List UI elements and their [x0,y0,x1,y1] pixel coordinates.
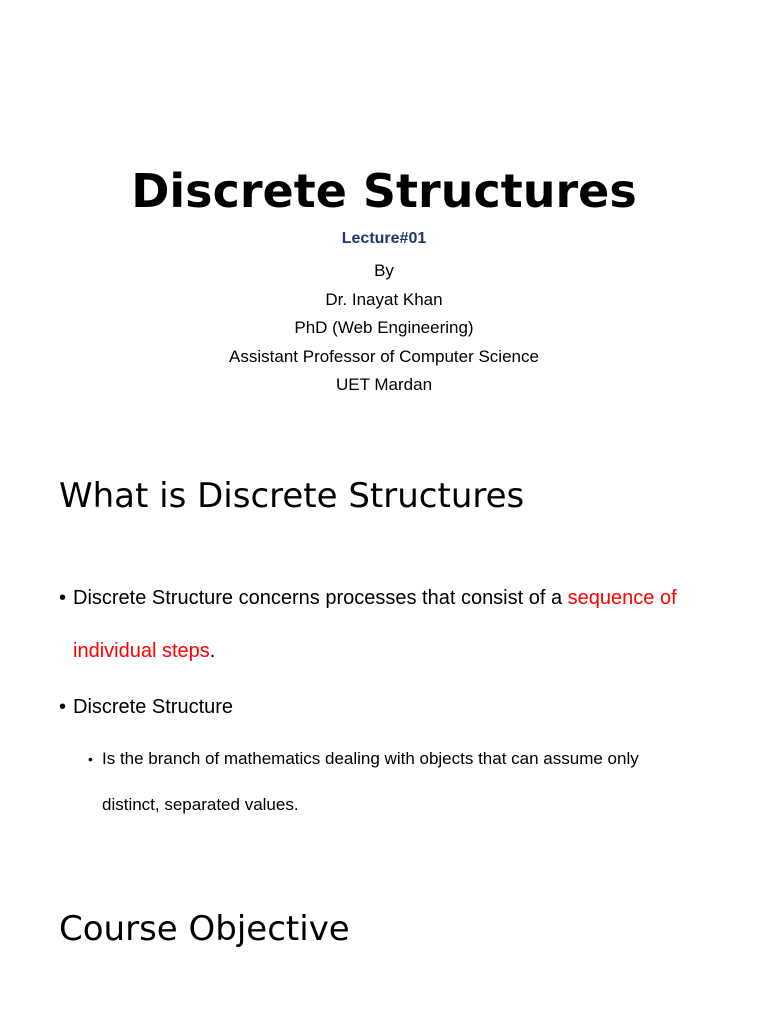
author-info [0,257,768,400]
slide-title: Discrete Structures [131,164,637,218]
author-institution: UET Mardan [335,375,433,394]
bullet-definition-prefix: Discrete Structure concerns processes that consist of a [73,587,568,609]
sub-bullet-branch-text: Is the branch of mathematics dealing with objects that can assume only distinct, separated values. [102,749,639,814]
bullet-definition-highlight: sequence of individual steps [73,587,677,662]
author-by: By [374,261,394,280]
author-name: Dr. Inayat Khan [325,289,443,309]
bullet-definition-suffix: . [209,640,216,662]
lecture-number: Lecture#01 [341,230,427,247]
section-heading-what-is: What is Discrete Structures [59,476,525,516]
sub-bullet-branch [88,736,698,828]
author-position: Assistant Professor of Computer Science [229,346,539,366]
bullet-dot-icon: • [59,696,67,718]
bullet-discrete-structure [59,690,709,724]
author-degree: PhD (Web Engineering) [294,318,474,337]
bullet-definition-text [59,572,709,678]
bullet-definition [59,572,709,678]
section-heading-course-objective: Course Objective [59,909,350,949]
sub-bullet-dot-icon: • [88,751,93,767]
bullet-discrete-structure-text: Discrete Structure [73,696,234,718]
bullet-dot-icon: • [59,587,67,609]
